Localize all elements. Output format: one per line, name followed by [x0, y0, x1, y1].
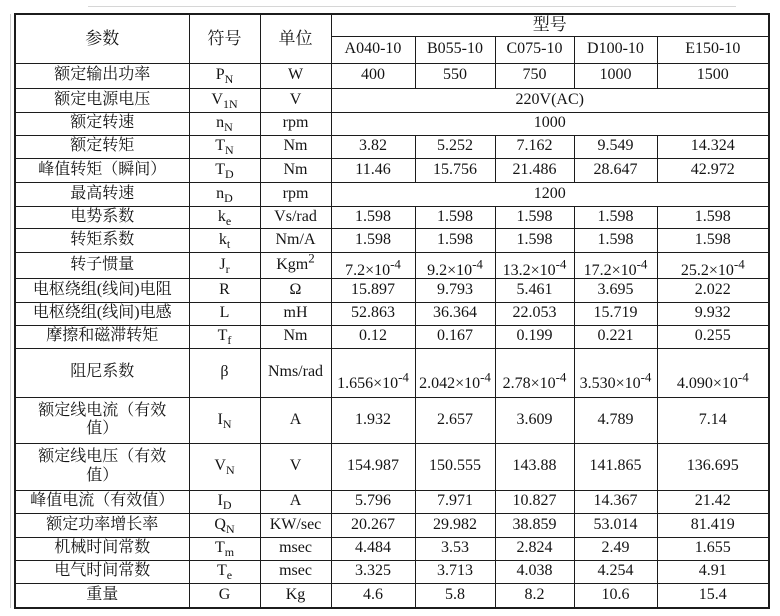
param-cell: 额定电源电压	[15, 88, 189, 112]
value-cell: 0.255	[657, 325, 769, 348]
symbol-cell	[189, 560, 260, 583]
table-row	[15, 443, 769, 490]
value-cell: 15.4	[657, 583, 769, 608]
symbol-subscript: 1N	[222, 96, 238, 111]
value-cell: 154.987	[331, 443, 415, 490]
symbol-subscript: r	[225, 261, 230, 276]
symbol-base: T	[215, 160, 226, 178]
value-cell: 22.053	[495, 302, 574, 325]
table-row	[15, 325, 769, 348]
value-cell: 0.199	[495, 325, 574, 348]
value-cell: 81.419	[657, 513, 769, 537]
value-cell: 7.162	[495, 135, 574, 158]
symbol-cell	[189, 112, 260, 135]
value-cell: 3.53	[415, 537, 495, 560]
value-cell: 5.461	[495, 278, 574, 302]
symbol-base: P	[215, 66, 225, 84]
symbol-cell	[189, 206, 260, 228]
symbol-cell	[189, 158, 260, 182]
value-cell: 1.598	[415, 206, 495, 228]
table-row	[15, 228, 769, 252]
header-symbol: 符号	[189, 14, 260, 63]
table-row	[15, 158, 769, 182]
value-cell: 400	[331, 63, 415, 88]
symbol-cell: G	[189, 583, 260, 608]
symbol-base: Q	[214, 515, 226, 533]
value-cell: 7.971	[415, 490, 495, 513]
value-cell: 1.598	[415, 228, 495, 252]
merged-value-cell: 1200	[331, 182, 769, 206]
header-row-1	[15, 14, 769, 36]
symbol-cell	[189, 537, 260, 560]
value-cell: 143.88	[495, 443, 574, 490]
value-cell: 1.598	[495, 228, 574, 252]
unit-cell: mH	[260, 302, 331, 325]
value-cell: $17.2\times 10^{-4}$	[574, 252, 657, 278]
scan-artifact-left-line	[10, 14, 11, 608]
model-name: E150-10	[657, 36, 769, 63]
value-cell: $1.656\times 10^{-4}$	[331, 348, 415, 397]
param-cell: 电气时间常数	[15, 560, 189, 583]
value-cell: 36.364	[415, 302, 495, 325]
unit-cell: Vs/rad	[260, 206, 331, 228]
value-cell: 29.982	[415, 513, 495, 537]
param-cell: 额定线电压（有效值）	[15, 443, 189, 490]
value-cell: 1.598	[331, 228, 415, 252]
value-cell: 1.598	[574, 206, 657, 228]
unit-cell: A	[260, 397, 331, 443]
value-cell: 750	[495, 63, 574, 88]
value-cell: 2.657	[415, 397, 495, 443]
header-model-group: 型号	[331, 14, 769, 36]
value-cell: 28.647	[574, 158, 657, 182]
symbol-subscript: e	[225, 213, 232, 228]
table-row	[15, 302, 769, 325]
param-cell: 重量	[15, 583, 189, 608]
param-cell: 摩擦和磁滞转矩	[15, 325, 189, 348]
symbol-base: I	[217, 492, 223, 510]
param-cell: 额定输出功率	[15, 63, 189, 88]
value-cell: 10.6	[574, 583, 657, 608]
table-row	[15, 252, 769, 278]
value-cell: 4.91	[657, 560, 769, 583]
symbol-base: I	[217, 410, 223, 428]
unit-cell: W	[260, 63, 331, 88]
value-cell: 1.598	[495, 206, 574, 228]
param-cell: 峰值转矩（瞬间）	[15, 158, 189, 182]
value-cell: 3.609	[495, 397, 574, 443]
header-param: 参数	[15, 14, 189, 63]
param-cell: 机械时间常数	[15, 537, 189, 560]
symbol-subscript: N	[225, 521, 235, 536]
table-row	[15, 397, 769, 443]
symbol-subscript: t	[226, 236, 231, 251]
symbol-subscript: N	[224, 120, 233, 135]
value-cell: 0.221	[574, 325, 657, 348]
symbol-cell	[189, 490, 260, 513]
value-cell: 1.598	[331, 206, 415, 228]
value-cell: 2.49	[574, 537, 657, 560]
value-cell: 1500	[657, 63, 769, 88]
value-cell: 21.42	[657, 490, 769, 513]
symbol-subscript: D	[222, 498, 232, 513]
value-cell: 21.486	[495, 158, 574, 182]
param-cell: 电势系数	[15, 206, 189, 228]
unit-cell: Ω	[260, 278, 331, 302]
symbol-base: k	[218, 230, 227, 248]
symbol-cell	[189, 228, 260, 252]
symbol-subscript: m	[224, 545, 235, 560]
value-cell: 3.325	[331, 560, 415, 583]
value-cell: 4.789	[574, 397, 657, 443]
table-row	[15, 206, 769, 228]
motor-spec-table	[14, 13, 770, 609]
value-cell: 2.824	[495, 537, 574, 560]
scan-artifact-top-line	[88, 6, 736, 7]
value-cell: 4.484	[331, 537, 415, 560]
symbol-base: n	[216, 114, 225, 132]
param-cell: 额定转矩	[15, 135, 189, 158]
unit-superscript: 2	[308, 252, 315, 266]
symbol-base: V	[214, 457, 226, 475]
value-cell: 52.863	[331, 302, 415, 325]
value-cell: 15.756	[415, 158, 495, 182]
value-cell: 42.972	[657, 158, 769, 182]
symbol-base: T	[217, 327, 228, 345]
unit-cell: V	[260, 88, 331, 112]
value-cell: $7.2\times 10^{-4}$	[331, 252, 415, 278]
symbol-cell	[189, 397, 260, 443]
merged-value-cell: 220V(AC)	[331, 88, 769, 112]
symbol-cell	[189, 443, 260, 490]
table-row	[15, 560, 769, 583]
value-cell: 7.14	[657, 397, 769, 443]
value-cell: 1000	[574, 63, 657, 88]
value-cell: 2.022	[657, 278, 769, 302]
value-cell: 4.6	[331, 583, 415, 608]
model-name: B055-10	[415, 36, 495, 63]
value-cell: 0.167	[415, 325, 495, 348]
param-cell: 额定转速	[15, 112, 189, 135]
symbol-base: n	[216, 184, 225, 202]
value-cell: 136.695	[657, 443, 769, 490]
value-cell: $13.2\times 10^{-4}$	[495, 252, 574, 278]
value-cell: 550	[415, 63, 495, 88]
symbol-base: V	[211, 90, 223, 108]
value-cell: 3.82	[331, 135, 415, 158]
value-cell: 3.695	[574, 278, 657, 302]
value-cell: 11.46	[331, 158, 415, 182]
value-cell: 3.713	[415, 560, 495, 583]
table-row	[15, 537, 769, 560]
param-cell: 额定线电流（有效值）	[15, 397, 189, 443]
unit-cell: Nms/rad	[260, 348, 331, 397]
symbol-cell	[189, 182, 260, 206]
model-name: C075-10	[495, 36, 574, 63]
param-cell: 额定功率增长率	[15, 513, 189, 537]
symbol-subscript: f	[227, 333, 232, 348]
unit-base: Kgm	[276, 255, 309, 273]
symbol-cell	[189, 325, 260, 348]
unit-cell: V	[260, 443, 331, 490]
value-cell: 20.267	[331, 513, 415, 537]
unit-cell: Nm	[260, 158, 331, 182]
unit-cell: msec	[260, 560, 331, 583]
table-row	[15, 182, 769, 206]
symbol-cell: β	[189, 348, 260, 397]
symbol-subscript: D	[225, 166, 234, 181]
param-cell: 阻尼系数	[15, 348, 189, 397]
value-cell: 9.793	[415, 278, 495, 302]
value-cell: 141.865	[574, 443, 657, 490]
value-cell: 1.598	[657, 206, 769, 228]
symbol-base: J	[219, 255, 226, 273]
param-cell: 转子惯量	[15, 252, 189, 278]
value-cell: 9.549	[574, 135, 657, 158]
value-cell: $25.2\times 10^{-4}$	[657, 252, 769, 278]
value-cell: $2.78\times 10^{-4}$	[495, 348, 574, 397]
table-row	[15, 135, 769, 158]
unit-cell: msec	[260, 537, 331, 560]
symbol-base: T	[216, 562, 227, 580]
model-name: A040-10	[331, 36, 415, 63]
value-cell: $2.042\times 10^{-4}$	[415, 348, 495, 397]
unit-cell: Nm	[260, 325, 331, 348]
unit-cell	[260, 252, 331, 278]
value-cell: 53.014	[574, 513, 657, 537]
value-cell: 5.8	[415, 583, 495, 608]
value-cell: $9.2\times 10^{-4}$	[415, 252, 495, 278]
symbol-cell	[189, 88, 260, 112]
value-cell: 1.932	[331, 397, 415, 443]
value-cell: 8.2	[495, 583, 574, 608]
value-cell: $3.530\times 10^{-4}$	[574, 348, 657, 397]
unit-cell: Nm	[260, 135, 331, 158]
value-cell: 0.12	[331, 325, 415, 348]
value-cell: 1.598	[657, 228, 769, 252]
value-cell: 4.038	[495, 560, 574, 583]
value-cell: 15.719	[574, 302, 657, 325]
param-cell: 电枢绕组(线间)电感	[15, 302, 189, 325]
value-cell: 4.254	[574, 560, 657, 583]
value-cell: 15.897	[331, 278, 415, 302]
symbol-subscript: N	[225, 143, 234, 158]
symbol-cell	[189, 135, 260, 158]
unit-cell: A	[260, 490, 331, 513]
table-row	[15, 63, 769, 88]
symbol-cell	[189, 252, 260, 278]
symbol-base: T	[215, 137, 226, 155]
symbol-cell: R	[189, 278, 260, 302]
symbol-base: k	[217, 207, 226, 225]
unit-cell: rpm	[260, 182, 331, 206]
model-name: D100-10	[574, 36, 657, 63]
symbol-subscript: D	[224, 190, 233, 205]
value-cell: 9.932	[657, 302, 769, 325]
symbol-cell	[189, 513, 260, 537]
value-cell: 38.859	[495, 513, 574, 537]
value-cell: $4.090\times 10^{-4}$	[657, 348, 769, 397]
table-row	[15, 513, 769, 537]
unit-cell: Nm/A	[260, 228, 331, 252]
symbol-base: T	[214, 539, 225, 557]
table-row	[15, 88, 769, 112]
table-row	[15, 348, 769, 397]
merged-value-cell: 1000	[331, 112, 769, 135]
symbol-cell: L	[189, 302, 260, 325]
table-row	[15, 112, 769, 135]
value-cell: 5.252	[415, 135, 495, 158]
unit-cell: Kg	[260, 583, 331, 608]
value-cell: 14.324	[657, 135, 769, 158]
table-row	[15, 490, 769, 513]
param-cell: 最高转速	[15, 182, 189, 206]
unit-cell: KW/sec	[260, 513, 331, 537]
header-unit: 单位	[260, 14, 331, 63]
value-cell: 150.555	[415, 443, 495, 490]
param-cell: 电枢绕组(线间)电阻	[15, 278, 189, 302]
symbol-subscript: N	[225, 463, 235, 478]
value-cell: 10.827	[495, 490, 574, 513]
value-cell: 1.598	[574, 228, 657, 252]
symbol-cell	[189, 63, 260, 88]
unit-cell: rpm	[260, 112, 331, 135]
param-cell: 峰值电流（有效值）	[15, 490, 189, 513]
param-cell: 转矩系数	[15, 228, 189, 252]
table-row	[15, 278, 769, 302]
value-cell: 5.796	[331, 490, 415, 513]
symbol-subscript: N	[222, 416, 232, 431]
value-cell: 1.655	[657, 537, 769, 560]
symbol-subscript: N	[224, 72, 234, 87]
table-row	[15, 583, 769, 608]
symbol-subscript: e	[226, 568, 233, 583]
value-cell: 14.367	[574, 490, 657, 513]
